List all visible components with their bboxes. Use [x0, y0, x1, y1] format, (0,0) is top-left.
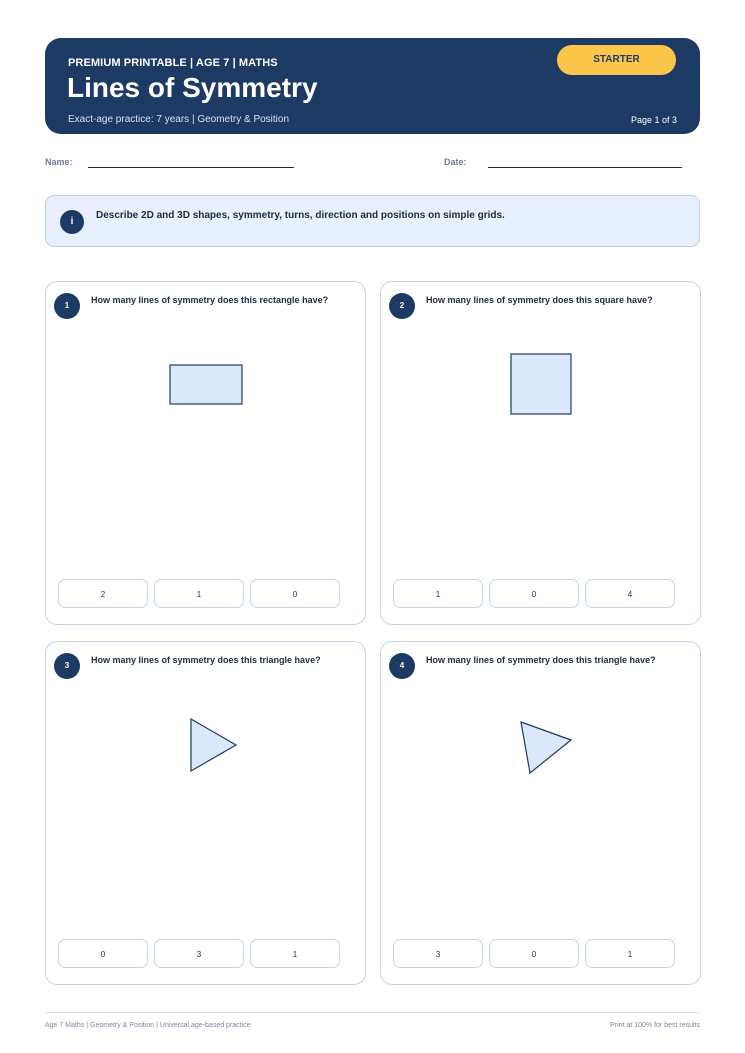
question-card-1	[45, 281, 366, 625]
header-kicker: PREMIUM PRINTABLE | AGE 7 | MATHS	[68, 57, 278, 69]
date-field[interactable]	[488, 167, 682, 168]
question-text: How many lines of symmetry does this triangle have?	[91, 655, 321, 665]
question-card-2	[380, 281, 701, 625]
page-number: Page 1 of 3	[630, 115, 677, 125]
square-shape	[381, 282, 702, 626]
question-text: How many lines of symmetry does this square have?	[426, 295, 653, 305]
question-number: 4	[389, 653, 415, 679]
answer-option[interactable]: 0	[489, 579, 579, 608]
footer-left-text: Age 7 Maths | Geometry & Position | Universal age-based practice	[45, 1022, 251, 1029]
answer-option[interactable]: 1	[393, 579, 483, 608]
rectangle-shape	[46, 282, 367, 626]
info-text: Describe 2D and 3D shapes, symmetry, turns, direction and positions on simple grids.	[96, 210, 505, 221]
footer-divider	[45, 1012, 700, 1013]
triangle-shape	[381, 642, 702, 986]
answer-option[interactable]: 1	[585, 939, 675, 968]
answer-option[interactable]: 3	[154, 939, 244, 968]
question-number: 1	[54, 293, 80, 319]
answer-option[interactable]: 4	[585, 579, 675, 608]
worksheet-header	[45, 38, 700, 134]
name-field[interactable]	[88, 167, 294, 168]
triangle-shape	[46, 642, 367, 986]
level-badge: STARTER	[557, 45, 676, 75]
info-callout	[45, 195, 700, 247]
answer-option[interactable]: 2	[58, 579, 148, 608]
question-number: 2	[389, 293, 415, 319]
header-subtitle: Exact-age practice: 7 years | Geometry & Position	[68, 114, 290, 125]
question-text: How many lines of symmetry does this rectangle have?	[91, 295, 329, 305]
question-card-4	[380, 641, 701, 985]
footer-right-text: Print at 100% for best results	[610, 1022, 700, 1029]
question-card-3	[45, 641, 366, 985]
answer-option[interactable]: 0	[250, 579, 340, 608]
answer-option[interactable]: 0	[489, 939, 579, 968]
answer-option[interactable]: 1	[250, 939, 340, 968]
date-label: Date:	[444, 157, 467, 167]
question-number: 3	[54, 653, 80, 679]
answer-option[interactable]: 1	[154, 579, 244, 608]
page-title: Lines of Symmetry	[67, 72, 318, 103]
question-text: How many lines of symmetry does this triangle have?	[426, 655, 656, 665]
answer-option[interactable]: 0	[58, 939, 148, 968]
answer-option[interactable]: 3	[393, 939, 483, 968]
info-icon: i	[60, 210, 84, 234]
name-label: Name:	[45, 157, 73, 167]
